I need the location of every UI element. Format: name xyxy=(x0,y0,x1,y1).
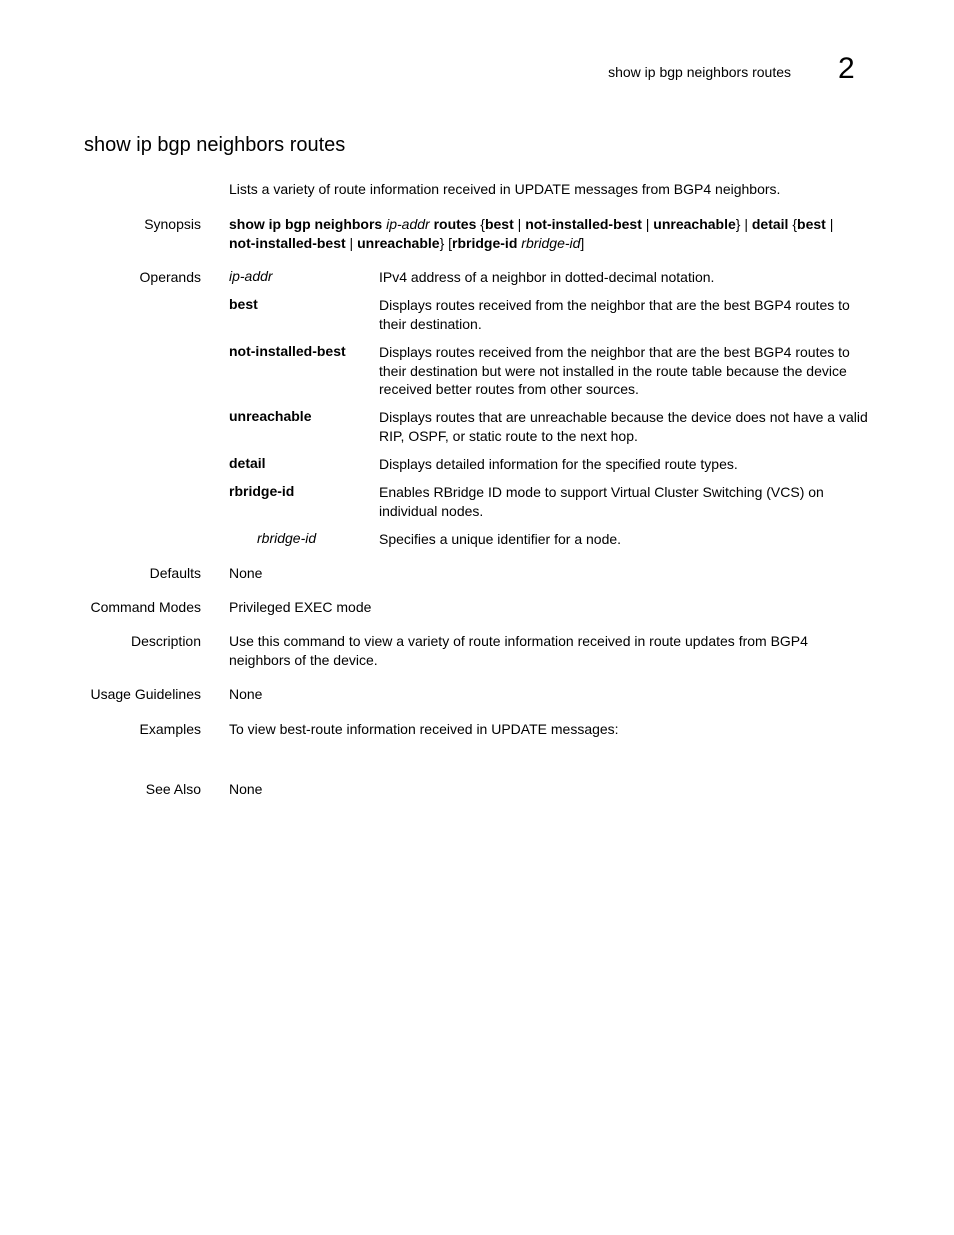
synopsis-part: best xyxy=(484,216,514,232)
running-header-title: show ip bgp neighbors routes xyxy=(608,64,791,80)
description-text: Use this command to view a variety of route information received in route updates from BGP4 neighbors of the device. xyxy=(229,633,808,668)
operand-term: best xyxy=(229,296,258,312)
command-summary: Lists a variety of route information received in UPDATE messages from BGP4 neighbors. xyxy=(229,181,781,197)
usage-guidelines-text: None xyxy=(229,686,263,702)
synopsis-text xyxy=(229,215,869,252)
synopsis-part: | xyxy=(825,216,834,232)
see-also-label: See Also xyxy=(145,781,201,797)
defaults-label: Defaults xyxy=(149,565,201,581)
operand-term: rbridge-id xyxy=(229,483,295,499)
examples-text: To view best-route information received in UPDATE messages: xyxy=(229,721,619,737)
synopsis-part: rbridge-id xyxy=(452,234,518,251)
operand-description: Specifies a unique identifier for a node. xyxy=(379,531,622,547)
operand-description: Enables RBridge ID mode to support Virtual Cluster Switching (VCS) on individual nodes. xyxy=(379,484,824,519)
command-modes-text: Privileged EXEC mode xyxy=(229,599,372,615)
synopsis-part: unreachable xyxy=(653,216,736,232)
synopsis-part: detail xyxy=(751,216,789,232)
description-label: Description xyxy=(130,633,201,649)
chapter-number: 2 xyxy=(838,52,855,85)
synopsis-part: rbridge-id xyxy=(521,234,581,251)
operand-description: Displays routes received from the neighbor that are the best BGP4 routes to their destination. xyxy=(379,297,850,332)
synopsis-part: } [ xyxy=(439,234,453,251)
defaults-text: None xyxy=(229,565,263,581)
usage-guidelines-label: Usage Guidelines xyxy=(90,686,201,702)
examples-label: Examples xyxy=(139,721,201,737)
synopsis-part: { xyxy=(788,216,798,232)
operand-term: detail xyxy=(229,455,266,471)
synopsis-part: | xyxy=(641,216,654,232)
page-title: show ip bgp neighbors routes xyxy=(84,134,346,156)
synopsis-label: Synopsis xyxy=(144,216,201,232)
synopsis-part: not-installed-best xyxy=(525,216,642,232)
synopsis-part: not-installed-best xyxy=(229,234,346,251)
operand-description: Displays routes received from the neighbor that are the best BGP4 routes to their destination but were not installed in the route table because the device received better routes from other sources. xyxy=(379,344,850,397)
synopsis-part: ip-addr xyxy=(386,216,430,232)
operand-term: rbridge-id xyxy=(257,530,317,546)
synopsis-part: | xyxy=(513,216,526,232)
operands-label: Operands xyxy=(139,269,201,285)
operand-description: IPv4 address of a neighbor in dotted-decimal notation. xyxy=(379,269,715,285)
synopsis-part: ] xyxy=(580,234,585,251)
operand-term: unreachable xyxy=(229,408,312,424)
synopsis-part: show ip bgp neighbors xyxy=(229,216,383,232)
operand-description: Displays detailed information for the specified route types. xyxy=(379,456,738,472)
synopsis-part: } | xyxy=(735,216,752,232)
synopsis-part: best xyxy=(797,216,826,232)
command-modes-label: Command Modes xyxy=(90,599,201,615)
synopsis-part: { xyxy=(476,216,485,232)
operand-description: Displays routes that are unreachable because the device does not have a valid RIP, OSPF, or static route to the next hop. xyxy=(379,409,868,444)
synopsis-part: routes xyxy=(433,216,477,232)
synopsis-part: unreachable xyxy=(357,234,440,251)
synopsis-part: | xyxy=(345,234,358,251)
operand-term: ip-addr xyxy=(229,268,273,284)
operand-term: not-installed-best xyxy=(229,343,346,359)
see-also-text: None xyxy=(229,781,263,797)
